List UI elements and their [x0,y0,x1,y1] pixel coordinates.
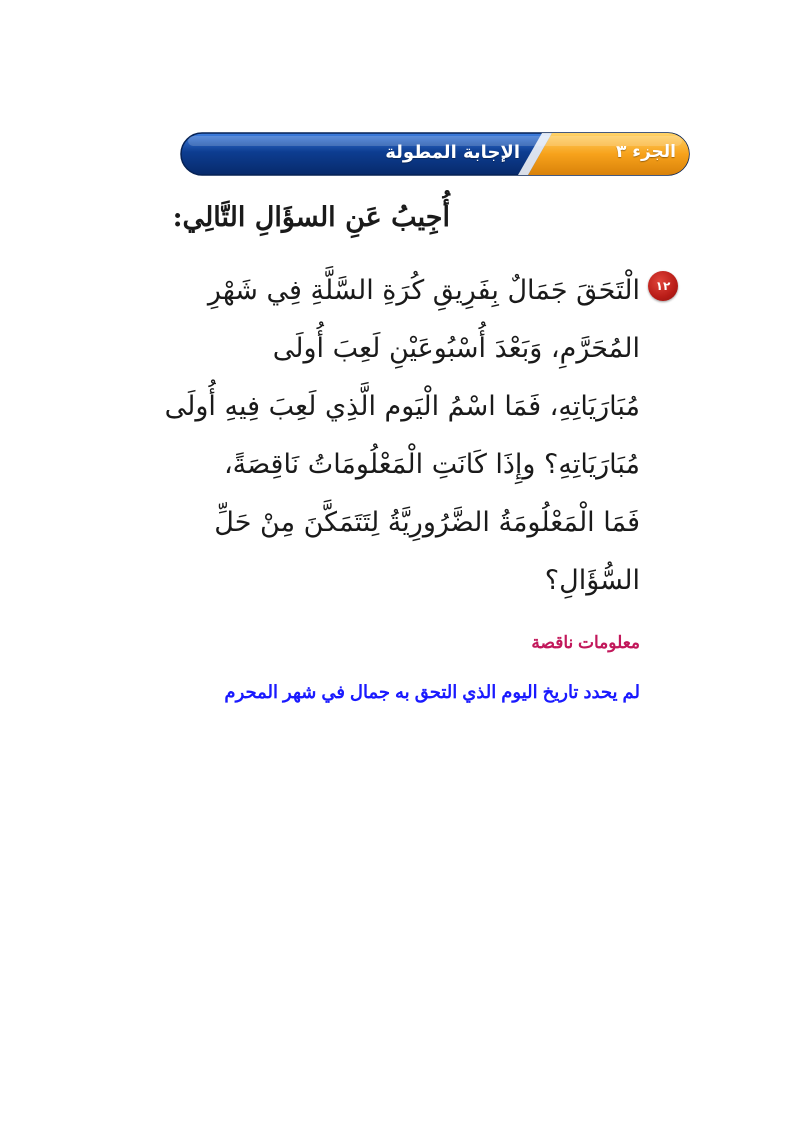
question-line: فَمَا الْمَعْلُومَةُ الضَّرُورِيَّةُ لِتَتَمَكَّنَ مِنْ حَلِّ [214,507,640,538]
answer-label: معلومات ناقصة [531,633,640,652]
question-line: الْتَحَقَ جَمَالٌ بِفَرِيقِ كُرَةِ السَّلَّةِ فِي شَهْرِ [207,275,640,306]
question-number-badge: ١٢ [648,271,678,301]
question-line: المُحَرَّمِ، وَبَعْدَ أُسْبُوعَيْنِ لَعِبَ أُولَى [272,333,640,364]
part-label: الجزء ٣ [615,142,676,162]
section-banner [180,132,690,176]
section-title: الإجابة المطولة [385,142,520,163]
instruction-text: أُجِيبُ عَنِ السؤَالِ التَّالِي: [172,202,450,233]
question-line: مُبَارَيَاتِهِ؟ وإِذَا كَانَتِ الْمَعْلُومَاتُ نَاقِصَةً، [223,449,640,480]
question-line: مُبَارَيَاتِهِ، فَمَا اسْمُ الْيَوم الَّذِي لَعِبَ فِيهِ أُولَى [164,391,640,422]
question-line: السُّؤَالِ؟ [544,565,640,596]
question-text [164,262,640,610]
answer-text: لم يحدد تاريخ اليوم الذي التحق به جمال في شهر المحرم [224,682,640,702]
